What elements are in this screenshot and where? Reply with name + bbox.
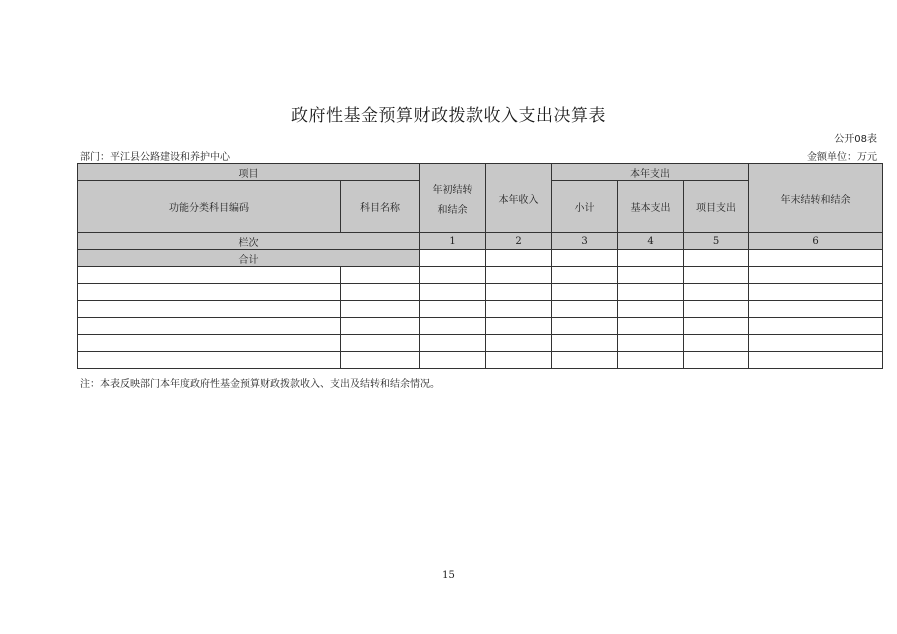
column-number: 1 xyxy=(420,233,486,250)
column-number: 2 xyxy=(486,233,552,250)
table-row xyxy=(78,301,883,318)
form-number: 公开08表 xyxy=(834,134,877,145)
table-cell xyxy=(420,250,486,267)
header-begin-balance-line2: 和结余 xyxy=(437,204,468,216)
table-cell xyxy=(552,250,618,267)
header-subject-name: 科目名称 xyxy=(341,181,420,233)
table-cell xyxy=(749,250,883,267)
column-row-label: 栏次 xyxy=(78,233,420,250)
header-begin-balance-line1: 年初结转 xyxy=(432,184,473,196)
table-cell xyxy=(684,250,749,267)
header-subtotal: 小计 xyxy=(552,181,618,233)
header-project: 项目 xyxy=(78,164,420,181)
header-begin-balance xyxy=(420,164,486,233)
table-row xyxy=(78,352,883,369)
department-label: 部门：平江县公路建设和养护中心 xyxy=(80,152,230,163)
table-cell xyxy=(486,250,552,267)
unit-label: 金额单位：万元 xyxy=(807,152,877,163)
column-number: 4 xyxy=(618,233,684,250)
header-income: 本年收入 xyxy=(486,164,552,233)
header-basic: 基本支出 xyxy=(618,181,684,233)
table-row xyxy=(78,267,883,284)
header-project-expense: 项目支出 xyxy=(684,181,749,233)
page-title: 政府性基金预算财政拨款收入支出决算表 xyxy=(291,106,606,126)
column-number: 6 xyxy=(749,233,883,250)
total-row-label: 合计 xyxy=(78,250,420,267)
table-cell xyxy=(618,250,684,267)
table-row xyxy=(78,335,883,352)
table-row xyxy=(78,318,883,335)
header-end-balance: 年末结转和结余 xyxy=(749,164,883,233)
table-row xyxy=(78,284,883,301)
table-note: 注：本表反映部门本年度政府性基金预算财政拨款收入、支出及结转和结余情况。 xyxy=(80,379,440,390)
column-number: 3 xyxy=(552,233,618,250)
budget-table xyxy=(77,163,883,369)
header-expense: 本年支出 xyxy=(552,164,749,181)
column-number: 5 xyxy=(684,233,749,250)
header-func-code: 功能分类科目编码 xyxy=(78,181,341,233)
page-number: 15 xyxy=(442,570,455,581)
